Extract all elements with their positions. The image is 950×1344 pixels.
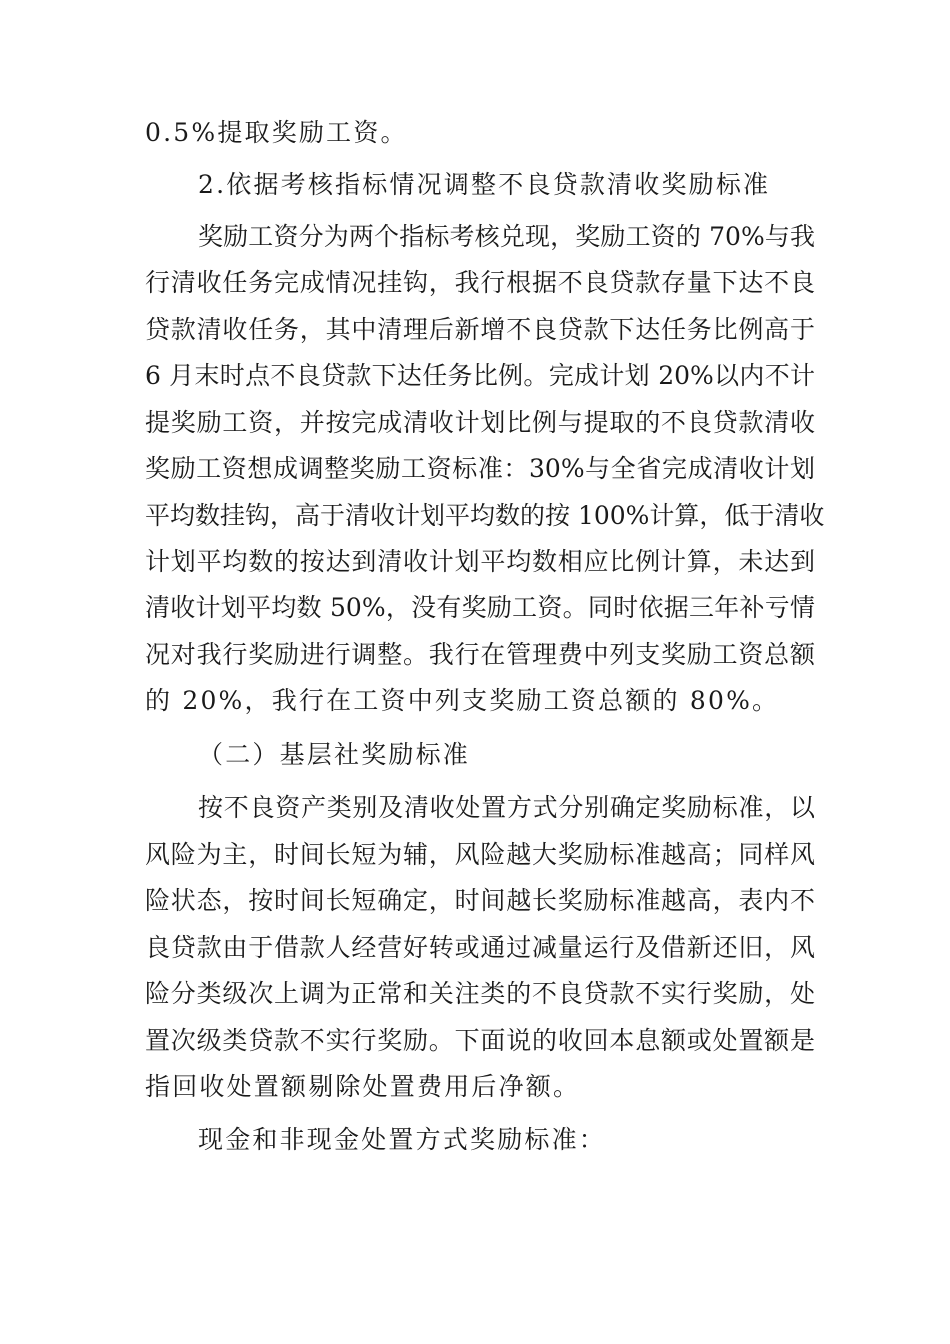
paragraph-line: 按不良资产类别及清收处置方式分别确定奖励标准，以: [198, 793, 815, 822]
paragraph-line: 6 月末时点不良贷款下达任务比例。完成计划 20%以内不计: [145, 361, 815, 390]
paragraph-line: 清收计划平均数 50%，没有奖励工资。同时依据三年补亏情: [145, 593, 815, 622]
paragraph-line: 指回收处置额剔除处置费用后净额。: [145, 1072, 581, 1101]
paragraph-line: 况对我行奖励进行调整。我行在管理费中列支奖励工资总额: [145, 640, 815, 669]
paragraph-line: 奖励工资分为两个指标考核兑现，奖励工资的 70%与我: [198, 222, 815, 251]
paragraph-line: 奖励工资想成调整奖励工资标准：30%与全省完成清收计划: [145, 454, 815, 483]
paragraph-line: 良贷款由于借款人经营好转或通过减量运行及借新还旧，风: [145, 933, 815, 962]
paragraph-line: 现金和非现金处置方式奖励标准：: [198, 1125, 607, 1154]
paragraph-line: 计划平均数的按达到清收计划平均数相应比例计算，未达到: [145, 547, 815, 576]
paragraph-line: 0.5%提取奖励工资。: [145, 118, 408, 147]
paragraph-line: 贷款清收任务，其中清理后新增不良贷款下达任务比例高于: [145, 315, 815, 344]
paragraph-line: 的 20%，我行在工资中列支奖励工资总额的 80%。: [145, 686, 780, 715]
paragraph-line: 风险为主，时间长短为辅，风险越大奖励标准越高；同样风: [145, 840, 815, 869]
paragraph-line: 险状态，按时间长短确定，时间越长奖励标准越高，表内不: [145, 886, 815, 915]
paragraph-line: 置次级类贷款不实行奖励。下面说的收回本息额或处置额是: [145, 1026, 815, 1055]
paragraph-line: 平均数挂钩，高于清收计划平均数的按 100%计算，低于清收: [145, 501, 825, 530]
paragraph-line: 提奖励工资，并按完成清收计划比例与提取的不良贷款清收: [145, 408, 815, 437]
paragraph-line: 险分类级次上调为正常和关注类的不良贷款不实行奖励，处: [145, 979, 815, 1008]
section-heading: 2.依据考核指标情况调整不良贷款清收奖励标准: [198, 170, 771, 199]
section-heading: （二）基层社奖励标准: [198, 740, 471, 769]
paragraph-line: 行清收任务完成情况挂钩，我行根据不良贷款存量下达不良: [145, 268, 815, 297]
